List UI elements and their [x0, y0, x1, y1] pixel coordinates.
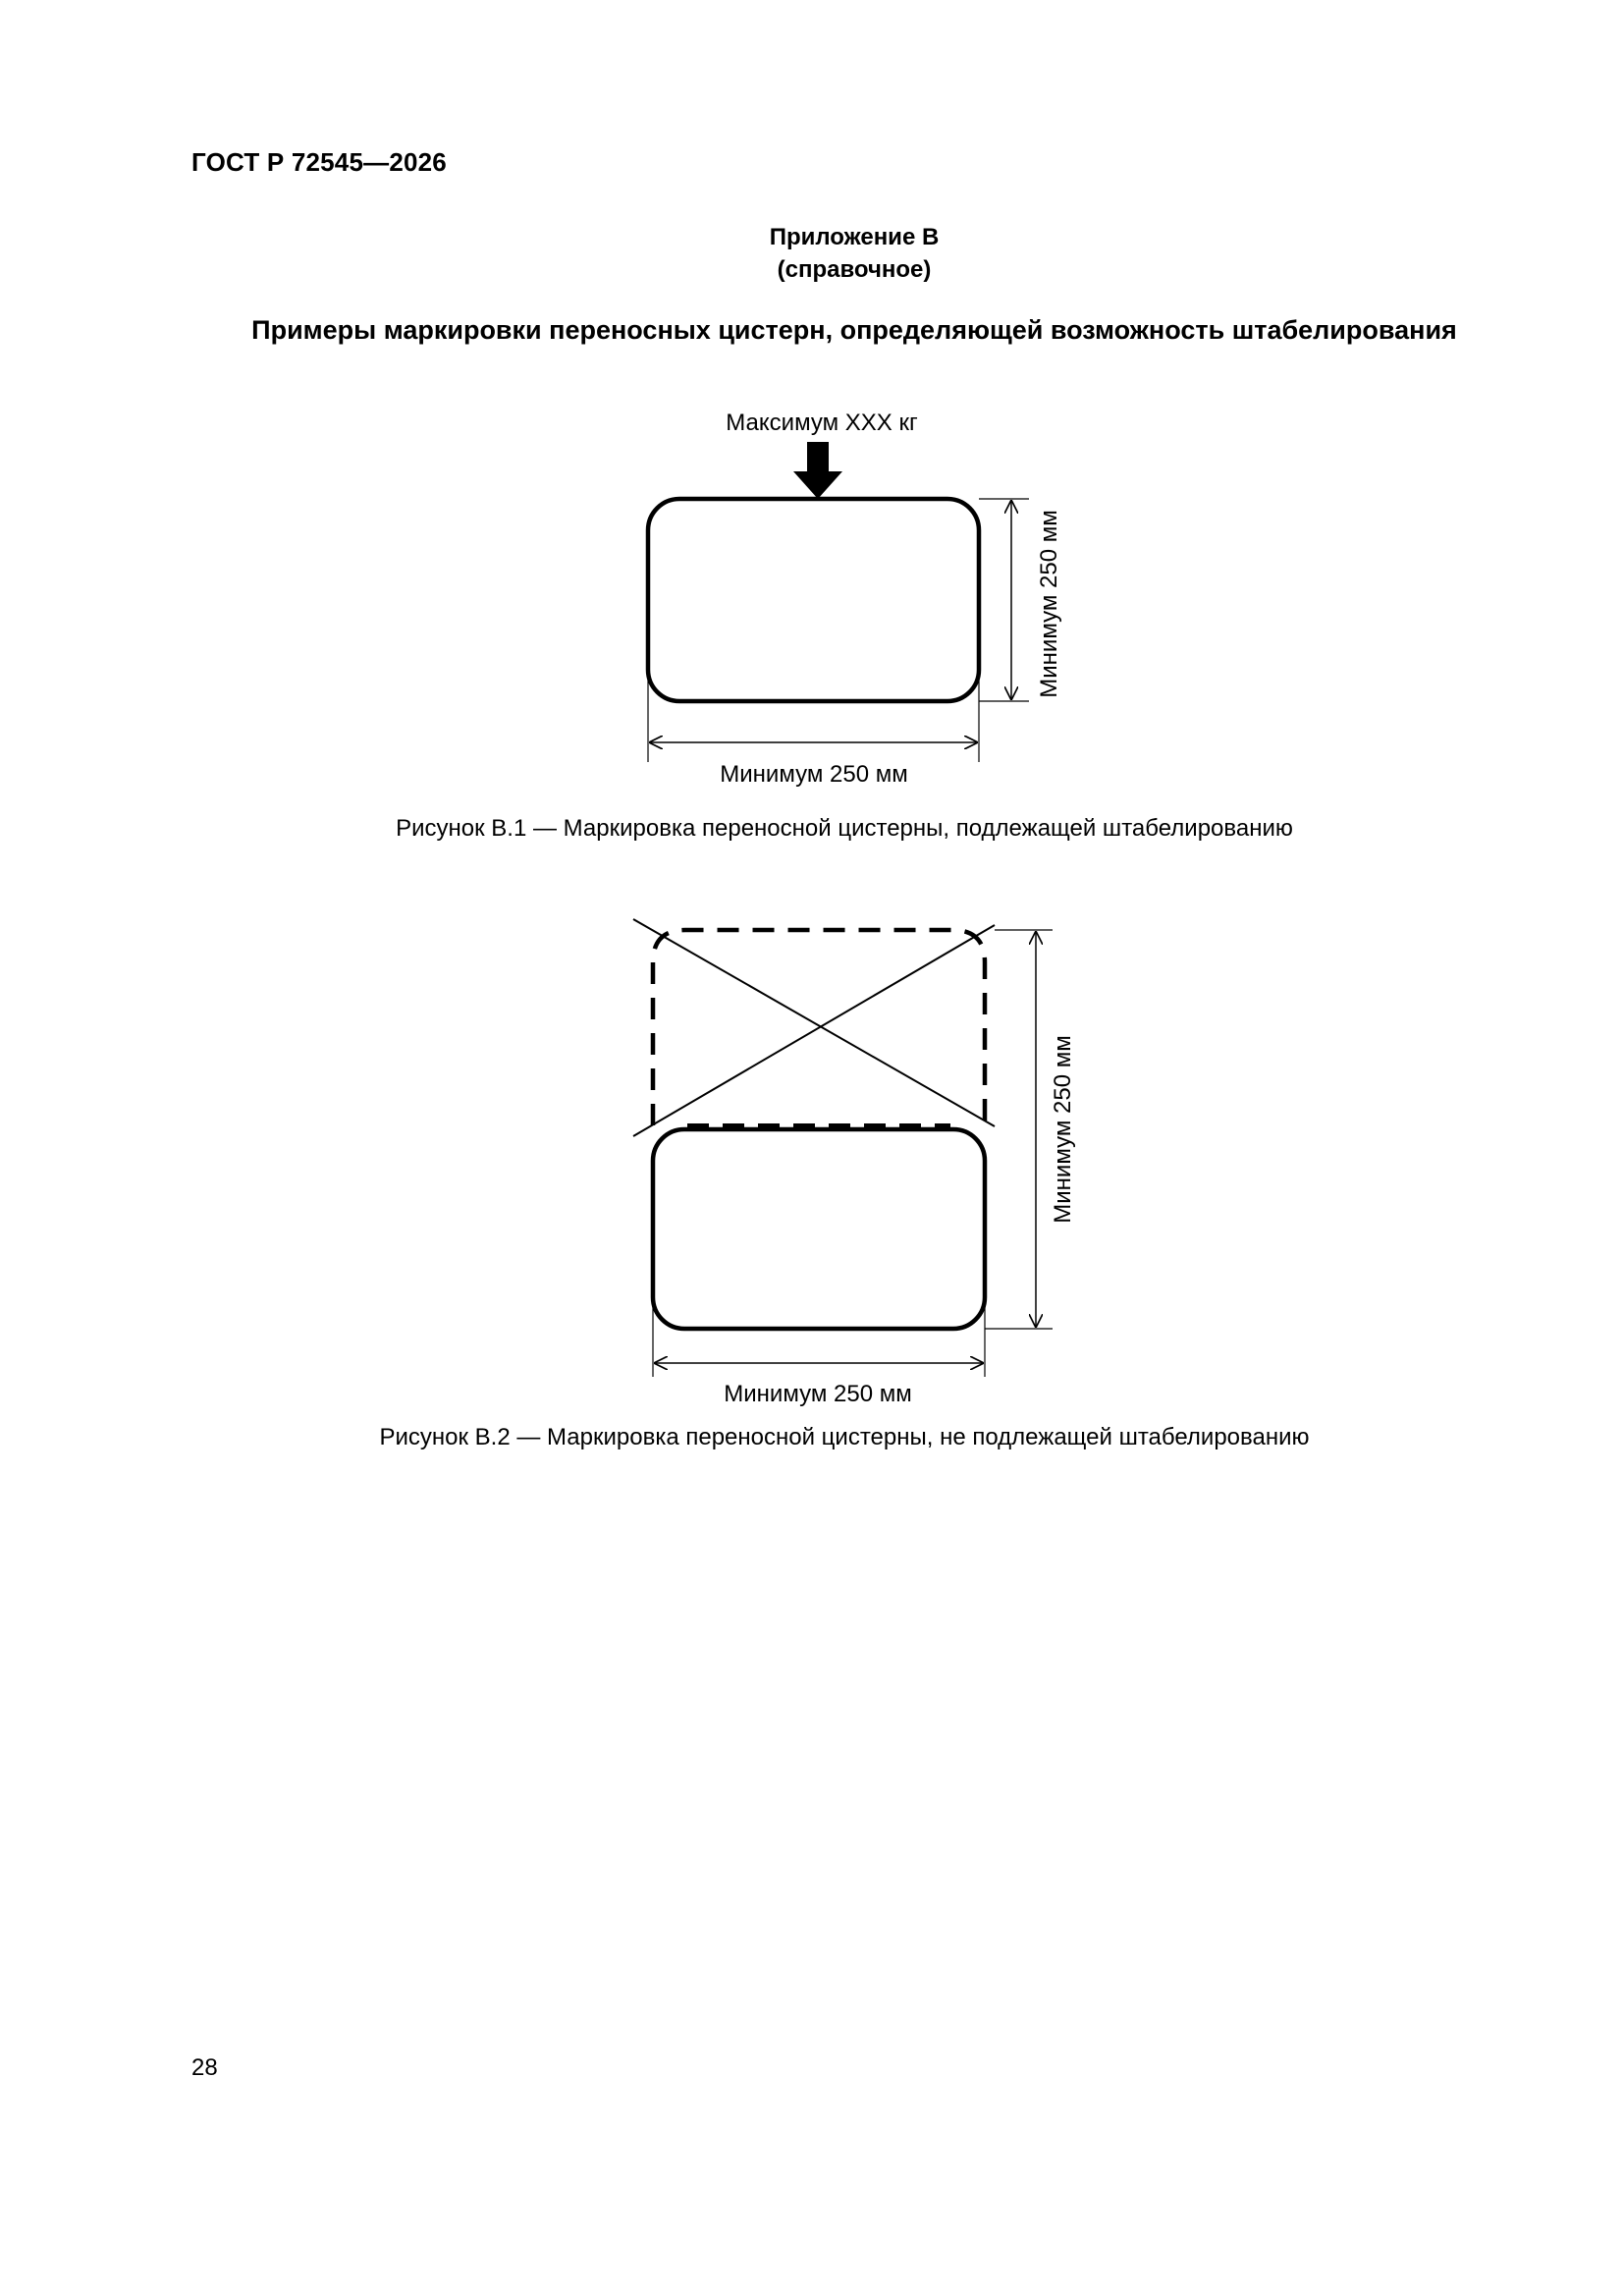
max-load-label: Максимум XXX кг [726, 410, 918, 436]
height-dimension-label-2: Минимум 250 мм [1050, 1035, 1076, 1224]
stackable-mark-rect [648, 499, 979, 701]
document-code-header: ГОСТ Р 72545—2026 [191, 147, 447, 177]
figure-2 [633, 919, 1076, 1407]
figure-2-caption: Рисунок В.2 — Маркировка переносной цистерны, не подлежащей штабелированию [379, 1424, 1310, 1450]
load-arrow-icon [793, 442, 842, 499]
height-dimension-label: Минимум 250 мм [1036, 510, 1062, 698]
appendix-heading: Примеры маркировки переносных цистерн, определяющей возможность штабелирования [251, 315, 1457, 345]
appendix-subtitle: (справочное) [777, 256, 932, 283]
width-dimension-label-2: Минимум 250 мм [724, 1381, 912, 1407]
figure-1-caption: Рисунок В.1 — Маркировка переносной цистерны, подлежащей штабелированию [396, 815, 1293, 842]
figure-1 [648, 410, 1062, 788]
width-dimension-label: Минимум 250 мм [720, 761, 908, 788]
cross-line-b [633, 925, 995, 1136]
cross-line-a [633, 919, 995, 1126]
page-number: 28 [191, 2054, 218, 2081]
appendix-title: Приложение В [769, 224, 940, 250]
non-stackable-mark-rect [653, 1129, 985, 1329]
